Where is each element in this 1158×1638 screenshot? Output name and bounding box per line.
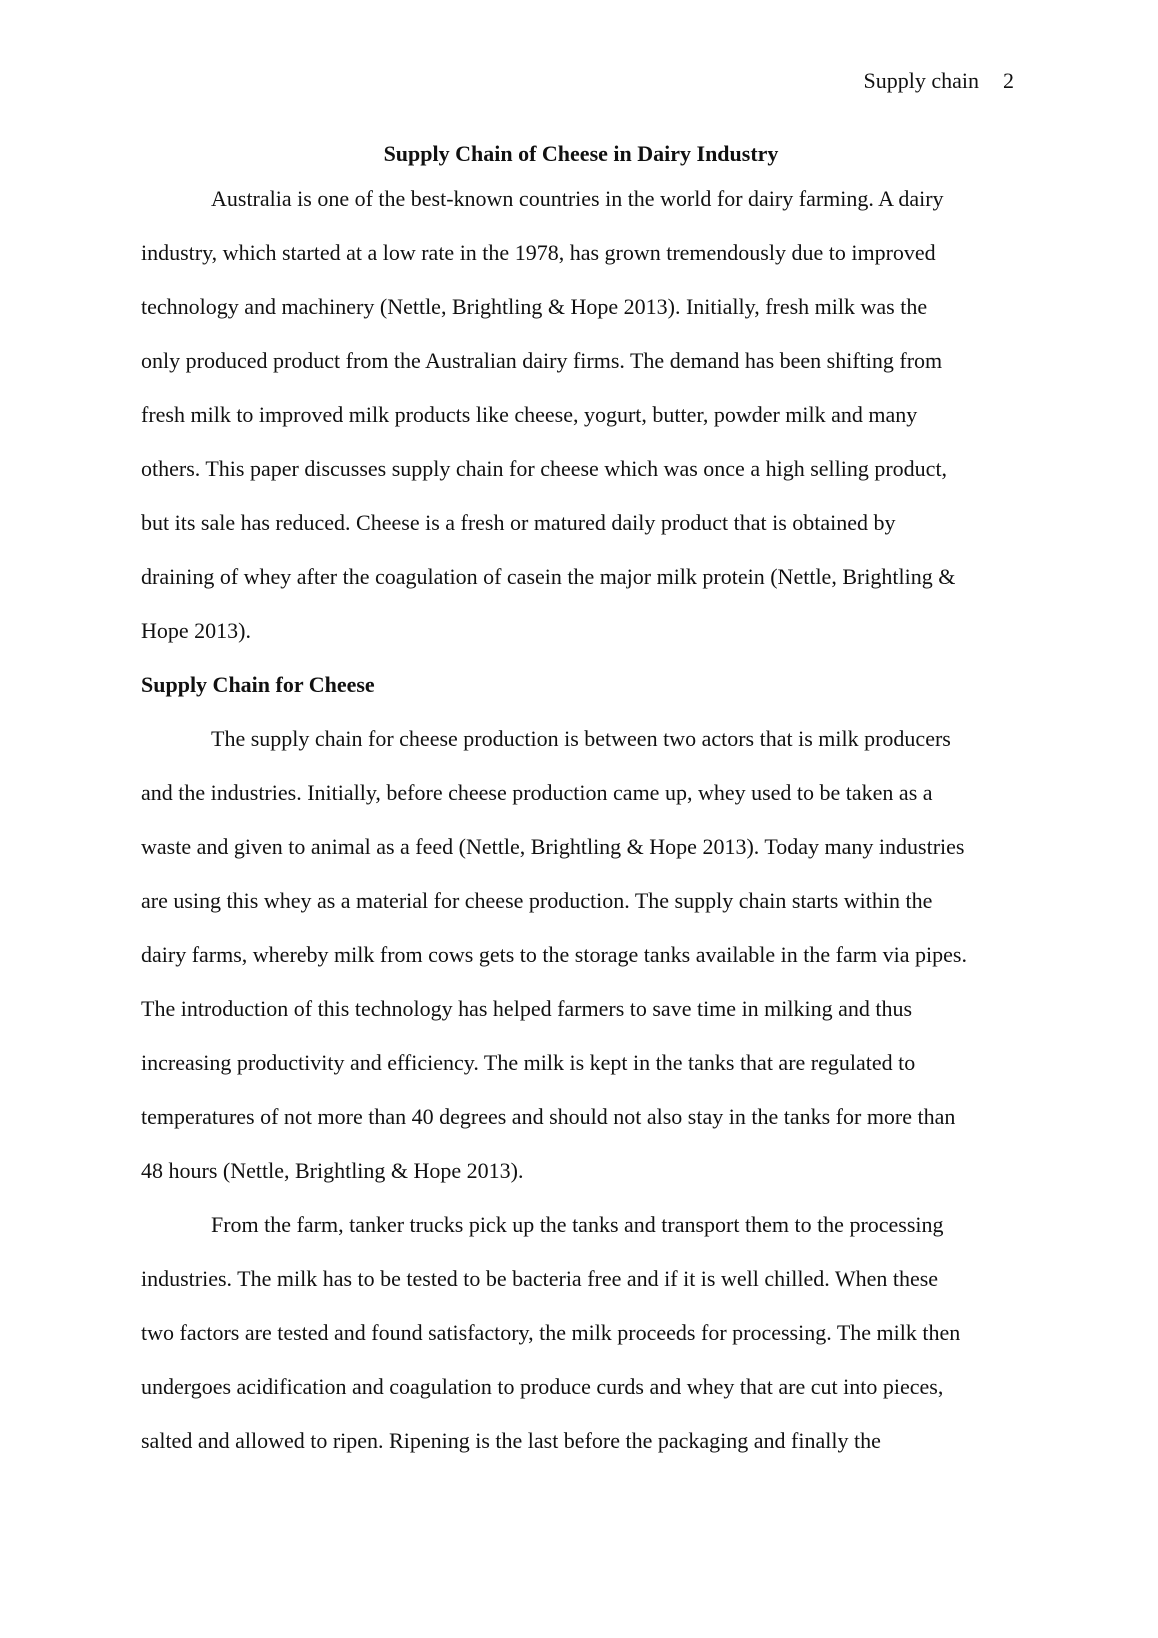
supply-chain-paragraph-2: [141, 1198, 1021, 1468]
paragraph-line: salted and allowed to ripen. Ripening is the last before the packaging and finally the: [141, 1428, 881, 1453]
paragraph-line: Australia is one of the best-known countries in the world for dairy farming. A dairy: [211, 186, 944, 211]
paragraph-line: increasing productivity and efficiency. The milk is kept in the tanks that are regulated to: [141, 1050, 916, 1075]
supply-chain-paragraph-1: [141, 712, 1021, 1198]
paragraph-line: fresh milk to improved milk products like cheese, yogurt, butter, powder milk and many: [141, 402, 918, 427]
paragraph-line: waste and given to animal as a feed (Nettle, Brightling & Hope 2013). Today many industries: [141, 834, 965, 859]
section-heading: Supply Chain for Cheese: [141, 672, 375, 697]
paragraph-line: and the industries. Initially, before cheese production came up, whey used to be taken as a: [141, 780, 933, 805]
paragraph-line: only produced product from the Australian dairy firms. The demand has been shifting from: [141, 348, 943, 373]
document-title: Supply Chain of Cheese in Dairy Industry: [383, 141, 779, 166]
paragraph-line: are using this whey as a material for cheese production. The supply chain starts within the: [141, 888, 933, 913]
paragraph-line: 48 hours (Nettle, Brightling & Hope 2013).: [141, 1158, 524, 1183]
paragraph-line: Hope 2013).: [141, 618, 251, 643]
paragraph-line: others. This paper discusses supply chain for cheese which was once a high selling product,: [141, 456, 948, 481]
paragraph-line: draining of whey after the coagulation of casein the major milk protein (Nettle, Brightling &: [141, 564, 956, 589]
page-number: 2: [1003, 68, 1014, 93]
paragraph-line: undergoes acidification and coagulation to produce curds and whey that are cut into pieces,: [141, 1374, 944, 1399]
paragraph-line: The introduction of this technology has helped farmers to save time in milking and thus: [141, 996, 913, 1021]
paragraph-line: The supply chain for cheese production is between two actors that is milk producers: [211, 726, 951, 751]
paragraph-line: technology and machinery (Nettle, Brightling & Hope 2013). Initially, fresh milk was the: [141, 294, 928, 319]
running-head: [864, 66, 1015, 96]
paragraph-line: temperatures of not more than 40 degrees and should not also stay in the tanks for more than: [141, 1104, 956, 1129]
paragraph-line: dairy farms, whereby milk from cows gets to the storage tanks available in the farm via pipes.: [141, 942, 967, 967]
paragraph-line: industries. The milk has to be tested to be bacteria free and if it is well chilled. When these: [141, 1266, 939, 1291]
running-head-title: Supply chain: [863, 68, 979, 93]
paragraph-line: From the farm, tanker trucks pick up the tanks and transport them to the processing: [211, 1212, 944, 1237]
paragraph-line: two factors are tested and found satisfactory, the milk proceeds for processing. The milk then: [141, 1320, 961, 1345]
intro-paragraph: [141, 172, 1021, 658]
paragraph-line: but its sale has reduced. Cheese is a fresh or matured daily product that is obtained by: [141, 510, 896, 535]
document-body: [141, 136, 1021, 1468]
paragraph-line: industry, which started at a low rate in the 1978, has grown tremendously due to improved: [141, 240, 936, 265]
